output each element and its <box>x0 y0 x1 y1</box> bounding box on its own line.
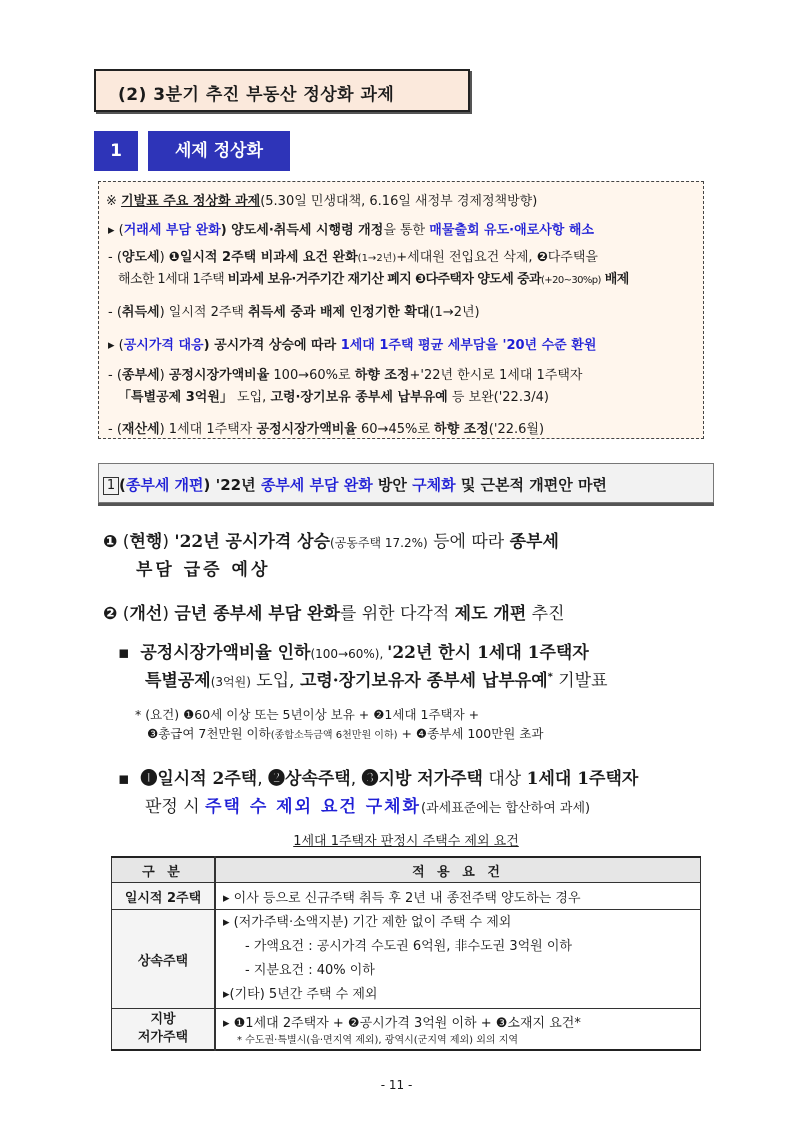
summary-line-6: - (종부세) 공정시장가액비율 100→60%로 하향 조정+'22년 한시로 1세대 1주택자 <box>108 368 583 383</box>
item-number: 1 <box>103 477 119 495</box>
note-line-2: ❸총급여 7천만원 이하(종합소득금액 6천만원 이하) + ❹종부세 100만원 초과 <box>147 726 544 741</box>
table-header-category: 구 분 <box>112 857 216 883</box>
table-row <box>112 1009 701 1051</box>
item-heading-rule <box>98 503 714 506</box>
exclusion-table <box>111 856 701 1051</box>
summary-line-7: 「특별공제 3억원」 도입, 고령·장기보유 종부세 납부유예 등 보완('22.3/4) <box>118 390 549 405</box>
table-row <box>112 910 701 1009</box>
summary-line-3: 해소한 1세대 1주택 비과세 보유·거주기간 재기산 폐지 ❸다주택자 양도세 중과(+20~30%p) 배제 <box>118 272 629 287</box>
para-improve: ❷ (개선) 금년 종부세 부담 완화를 위한 다각적 제도 개편 추진 <box>103 604 565 624</box>
summary-line-8: - (재산세) 1세대 1주택자 공정시장가액비율 60→45%로 하향 조정('22.6월) <box>108 422 545 437</box>
row-label-temporary: 일시적 2주택 <box>112 883 216 910</box>
section-title: 세제 정상화 <box>174 141 264 161</box>
row-text-temporary: ▸ 이사 등으로 신규주택 취득 후 2년 내 종전주택 양도하는 경우 <box>215 883 701 910</box>
page-number: - 11 - <box>380 1078 413 1092</box>
subpoint-tax-rate-line2: 특별공제(3억원) 도입, 고령·장기보유자 종부세 납부유예* 기발표 <box>145 671 608 691</box>
table-header-requirement: 적 용 요 건 <box>215 857 701 883</box>
para-current-line2: 부담 급증 예상 <box>136 560 271 580</box>
row-label-regional: 지방 저가주택 <box>112 1009 216 1051</box>
table-caption: 1세대 1주택자 판정시 주택수 제외 요건 <box>293 834 519 849</box>
subpoint-exclusion-line2: 판정 시 주택 수 제외 요건 구체화(과세표준에는 합산하여 과세) <box>145 797 591 817</box>
summary-line-4: - (취득세) 일시적 2주택 취득세 중과 배제 인정기한 확대(1→2년) <box>108 305 480 320</box>
section-number: 1 <box>110 141 122 161</box>
row-label-inherited: 상속주택 <box>112 910 216 1009</box>
summary-line-2: - (양도세) ❶일시적 2주택 비과세 요건 완화(1→2년)+세대원 전입요건 삭제, ❷다주택을 <box>108 250 598 265</box>
row-text-regional: ▸ ❶1세대 2주택자 + ❷공시가격 3억원 이하 + ❸소재지 요건* * 수도권·특별시(읍·면지역 제외), 광역시(군지역 제외) 외의 지역 <box>215 1009 701 1051</box>
table-row <box>112 883 701 910</box>
subpoint-tax-rate: ▪ 공정시장가액비율 인하(100→60%), '22년 한시 1세대 1주택자 <box>118 643 589 663</box>
page-title: (2) 3분기 추진 부동산 정상화 과제 <box>118 85 395 105</box>
row-text-inherited: ▸ (저가주택·소액지분) 기간 제한 없이 주택 수 제외 - 가액요건 : 공시가격 수도권 6억원, 非수도권 3억원 이하 - 지분요건 : 40% 이하 ▸(기타) 5년간 주택 수 제외 <box>215 910 701 1009</box>
table-header-row <box>112 857 701 883</box>
summary-line-5: ▸ (공시가격 대응) 공시가격 상승에 따라 1세대 1주택 평균 세부담을 '20년 수준 환원 <box>108 338 597 353</box>
item-heading: 1 (종부세 개편) '22년 종부세 부담 완화 방안 구체화 및 근본적 개편안 마련 <box>103 474 607 495</box>
subpoint-exclusion: ▪ ❶일시적 2주택, ❷상속주택, ❸지방 저가주택 대상 1세대 1주택자 <box>118 769 639 789</box>
para-current: ❶ (현행) '22년 공시가격 상승(공동주택 17.2%) 등에 따라 종부세 <box>103 532 559 552</box>
note-line-1: * (요건) ❶60세 이상 또는 5년이상 보유 + ❷1세대 1주택자 + <box>135 707 480 722</box>
summary-line-1: ▸ (거래세 부담 완화) 양도세·취득세 시행령 개정을 통한 매물출회 유도·애로사항 해소 <box>108 223 594 238</box>
summary-title: ※ 기발표 주요 정상화 과제(5.30일 민생대책, 6.16일 새정부 경제정책방향) <box>106 194 538 209</box>
